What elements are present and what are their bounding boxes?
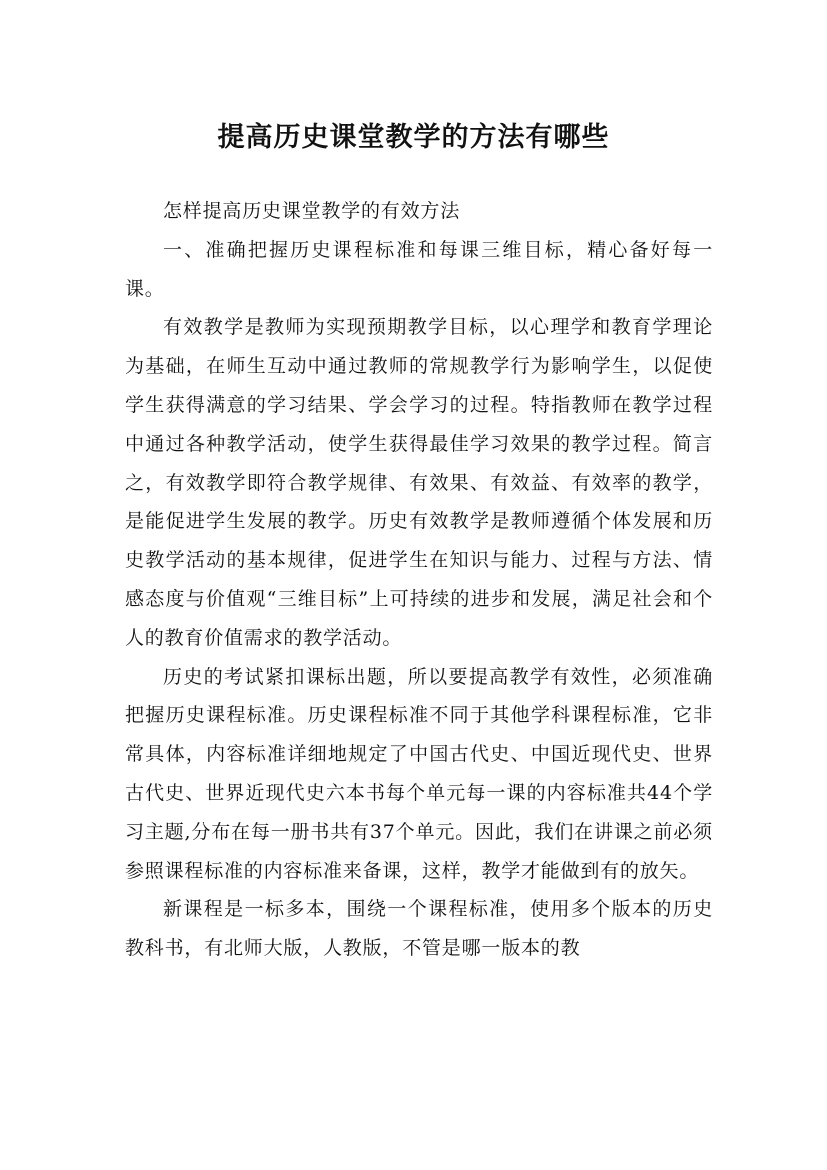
paragraph-section-heading: 一、准确把握历史课程标准和每课三维目标，精心备好每一课。 <box>125 238 713 300</box>
paragraph-curriculum-standard: 历史的考试紧扣课标出题，所以要提高教学有效性，必须准确把握历史课程标准。历史课程标准不同于其他学科课程标准，它非常具体，内容标准详细地规定了中国古代史、中国近现代史、世界古代史、世界近现代史六本书每个单元每一课的内容标准共44个学习主题,分布在每一册书共有37个单元。因此，我们在讲课之前必须参照课程标准的内容标准来备课，这样，教学才能做到有的放矢。 <box>125 665 713 882</box>
paragraph-subtitle: 怎样提高历史课堂教学的有效方法 <box>163 200 461 222</box>
paragraph-effective-teaching: 有效教学是教师为实现预期教学目标，以心理学和教育学理论为基础，在师生互动中通过教师的常规教学行为影响学生，以促使学生获得满意的学习结果、学会学习的过程。特指教师在教学过程中通过各种教学活动，使学生获得最佳学习效果的教学过程。简言之，有效教学即符合教学规律、有效果、有效益、有效率的教学，是能促进学生发展的教学。历史有效教学是教师遵循个体发展和历史教学活动的基本规律，促进学生在知识与能力、过程与方法、情感态度与价值观“三维目标”上可持续的进步和发展，满足社会和个人的教育价值需求的教学活动。 <box>125 316 713 649</box>
paragraph-new-curriculum: 新课程是一标多本，围绕一个课程标准，使用多个版本的历史教科书，有北师大版，人教版，不管是哪一版本的教 <box>125 898 713 960</box>
document-title: 提高历史课堂教学的方法有哪些 <box>217 122 610 154</box>
document-body <box>125 192 713 968</box>
